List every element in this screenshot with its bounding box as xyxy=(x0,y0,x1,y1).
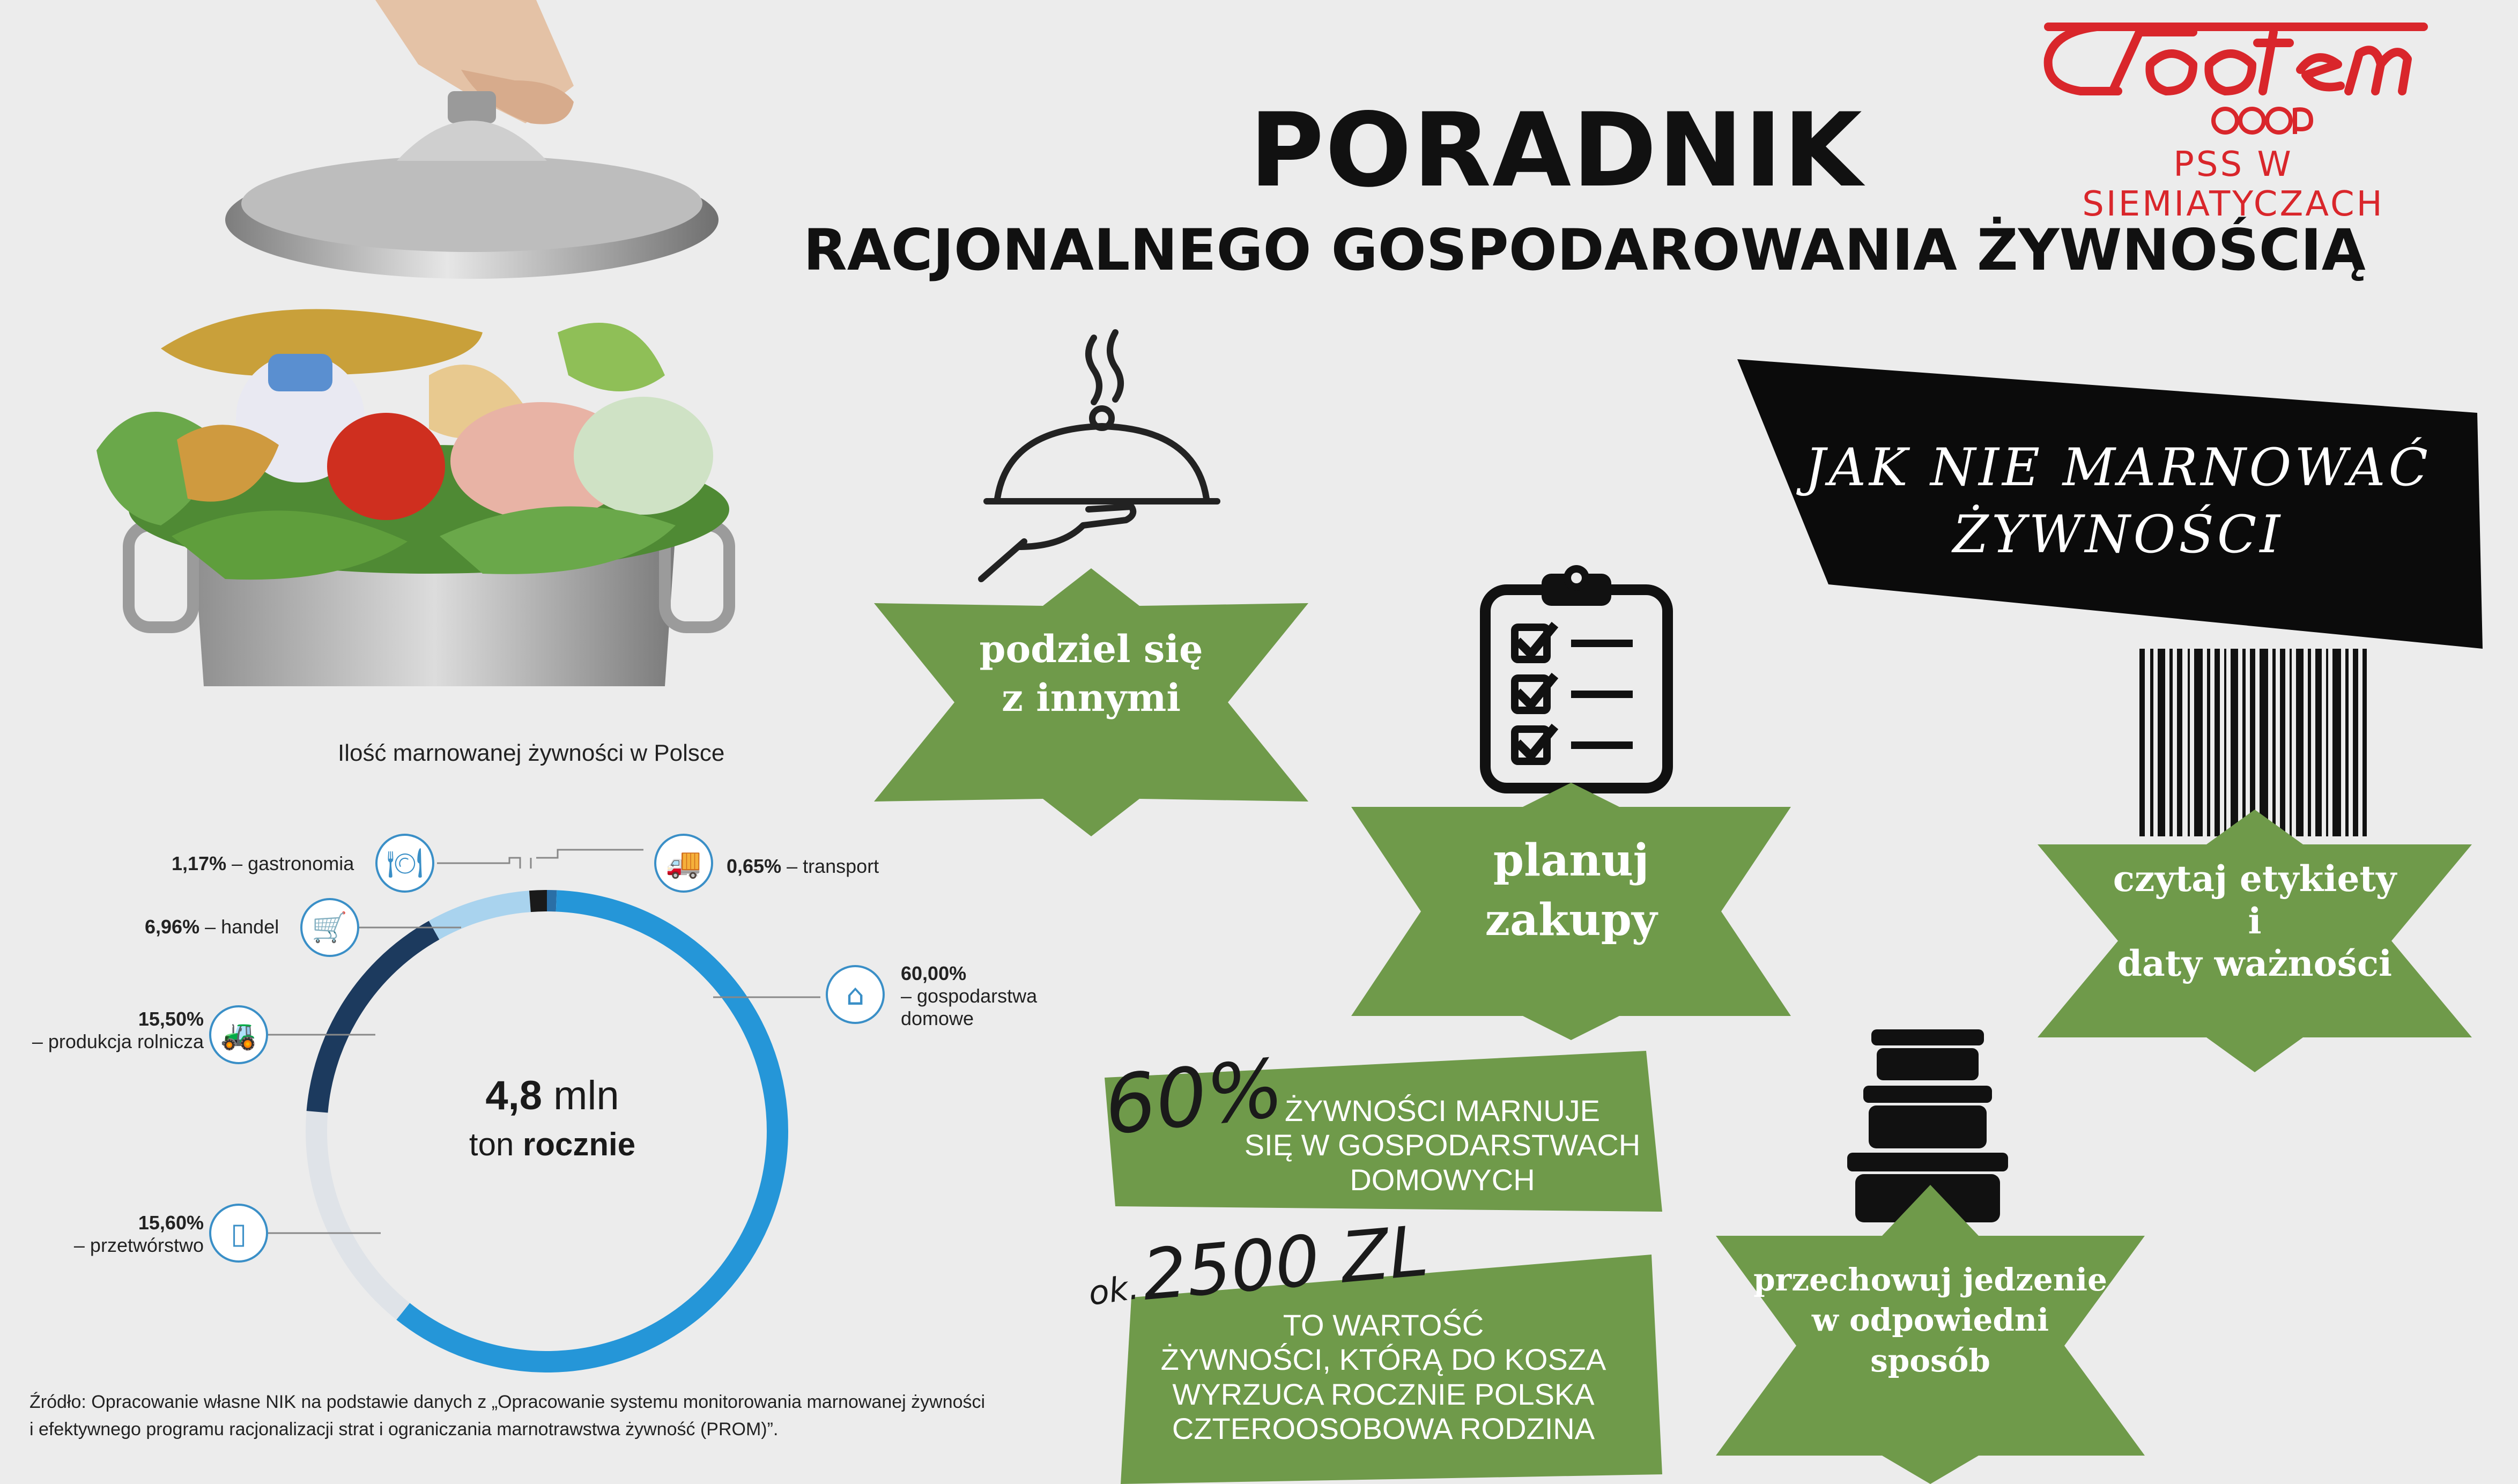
storage-tip-line-1: przechowuj jedzenie xyxy=(1753,1262,2107,1298)
checklist-clipboard-icon xyxy=(1480,563,1673,793)
household-line-2: SIĘ W GOSPODARSTWACH xyxy=(1244,1128,1641,1162)
source-line-2: i efektywnego programu racjonalizacji strat i ograniczania marnotrawstwa żywność (PROM)”. xyxy=(29,1419,779,1440)
gospodarstwa-name: – gospodarstwa domowe xyxy=(901,985,1038,1029)
label-gastronomia xyxy=(172,852,354,875)
share-tip-line-1: podziel się xyxy=(979,627,1203,671)
plan-tip xyxy=(1351,831,1791,949)
spolem-logo xyxy=(2032,11,2440,145)
chart-title: Ilość marnowanej żywności w Polsce xyxy=(338,740,725,766)
delivery-truck-icon: 🚚 xyxy=(654,834,713,893)
handel-pct: 6,96% xyxy=(145,916,200,938)
shopping-cart-icon: 🛒 xyxy=(300,898,359,957)
storage-tip-line-3: sposób xyxy=(1870,1342,1990,1379)
donut-chart xyxy=(0,804,858,1372)
house-icon: ⌂ xyxy=(826,965,885,1024)
share-tip xyxy=(874,625,1308,722)
label-handel xyxy=(145,916,279,938)
serving-cloche-icon xyxy=(976,322,1228,600)
center-number: 4,8 xyxy=(485,1073,543,1118)
restaurant-icon: 🍽 xyxy=(375,834,434,893)
household-percent: 60% xyxy=(1100,1042,1288,1153)
label-transport xyxy=(727,855,879,878)
jar-icon: ▯ xyxy=(209,1204,268,1263)
transport-pct: 0,65% xyxy=(727,855,782,877)
share-tip-line-2: z innymi xyxy=(1002,676,1181,720)
banner-line-2: ŻYWNOŚCI xyxy=(1952,504,2284,565)
family-line-2: ŻYWNOŚCI, KTÓRĄ DO KOSZA xyxy=(1160,1342,1606,1377)
logo-subtitle: PSS W SIEMIATYCZACH xyxy=(2082,145,2384,224)
household-line-3: DOMOWYCH xyxy=(1350,1162,1535,1197)
gastronomia-name: – gastronomia xyxy=(232,852,354,874)
plan-tip-line-2: zakupy xyxy=(1485,894,1657,946)
page-title: PORADNIK xyxy=(1249,91,1863,210)
banner-line-1: JAK NIE MARNOWAĆ xyxy=(1805,437,2431,498)
labels-tip-line-3: daty ważności xyxy=(2117,943,2393,985)
donut-center-subtitle xyxy=(445,1126,660,1163)
przetworstwo-name: – przetwórstwo xyxy=(73,1234,204,1256)
labels-tip-line-1: czytaj etykiety xyxy=(2113,858,2397,900)
family-stat-text xyxy=(1137,1308,1630,1446)
label-produkcja xyxy=(21,1008,204,1053)
chart-source-note xyxy=(29,1389,1048,1443)
label-przetworstwo xyxy=(64,1212,204,1257)
handel-name: – handel xyxy=(205,916,279,938)
transport-name: – transport xyxy=(787,855,879,877)
family-line-1: TO WARTOŚĆ xyxy=(1283,1308,1484,1342)
donut-segment xyxy=(316,1112,403,1311)
przetworstwo-pct: 15,60% xyxy=(138,1212,204,1234)
banner-heading xyxy=(1769,434,2467,568)
labels-tip-line-2: i xyxy=(2248,900,2262,943)
source-line-1: Źródło: Opracowanie własne NIK na podstawie danych z „Opracowanie systemu monitorowania marnowanej żywności xyxy=(29,1392,986,1412)
food-waste-photo xyxy=(0,0,751,697)
storage-tip xyxy=(1732,1260,2129,1381)
page-subtitle: RACJONALNEGO GOSPODAROWANIA ŻYWNOŚCIĄ xyxy=(803,217,2366,283)
center-rocznie: rocznie xyxy=(523,1126,636,1162)
family-prefix: ok. xyxy=(1086,1267,1142,1314)
donut-segment xyxy=(317,930,434,1112)
produkcja-pct: 15,50% xyxy=(138,1008,204,1030)
tractor-icon: 🚜 xyxy=(209,1005,268,1064)
labels-tip xyxy=(2038,858,2472,985)
barcode-icon xyxy=(2139,649,2370,836)
produkcja-name: – produkcja rolnicza xyxy=(32,1030,204,1052)
plan-tip-line-1: planuj xyxy=(1493,835,1649,886)
center-ton: ton xyxy=(469,1126,514,1162)
leader-line-transport xyxy=(536,850,643,858)
storage-tip-line-2: w odpowiedni xyxy=(1811,1302,2049,1339)
family-line-3: WYRZUCA ROCZNIE POLSKA xyxy=(1172,1377,1595,1411)
label-gospodarstwa xyxy=(901,962,1062,1030)
gastronomia-pct: 1,17% xyxy=(172,852,227,874)
household-stat-text xyxy=(1228,1094,1657,1197)
family-value: 2500 ZL xyxy=(1139,1210,1432,1316)
leader-line-gastronomia xyxy=(437,858,520,869)
center-unit: mln xyxy=(553,1073,619,1118)
household-line-1: ŻYWNOŚCI MARNUJE xyxy=(1285,1094,1600,1127)
gospodarstwa-pct: 60,00% xyxy=(901,962,967,984)
family-line-4: CZTEROOSOBOWA RODZINA xyxy=(1172,1412,1595,1446)
donut-segment xyxy=(434,901,530,930)
donut-center-value xyxy=(445,1072,660,1119)
